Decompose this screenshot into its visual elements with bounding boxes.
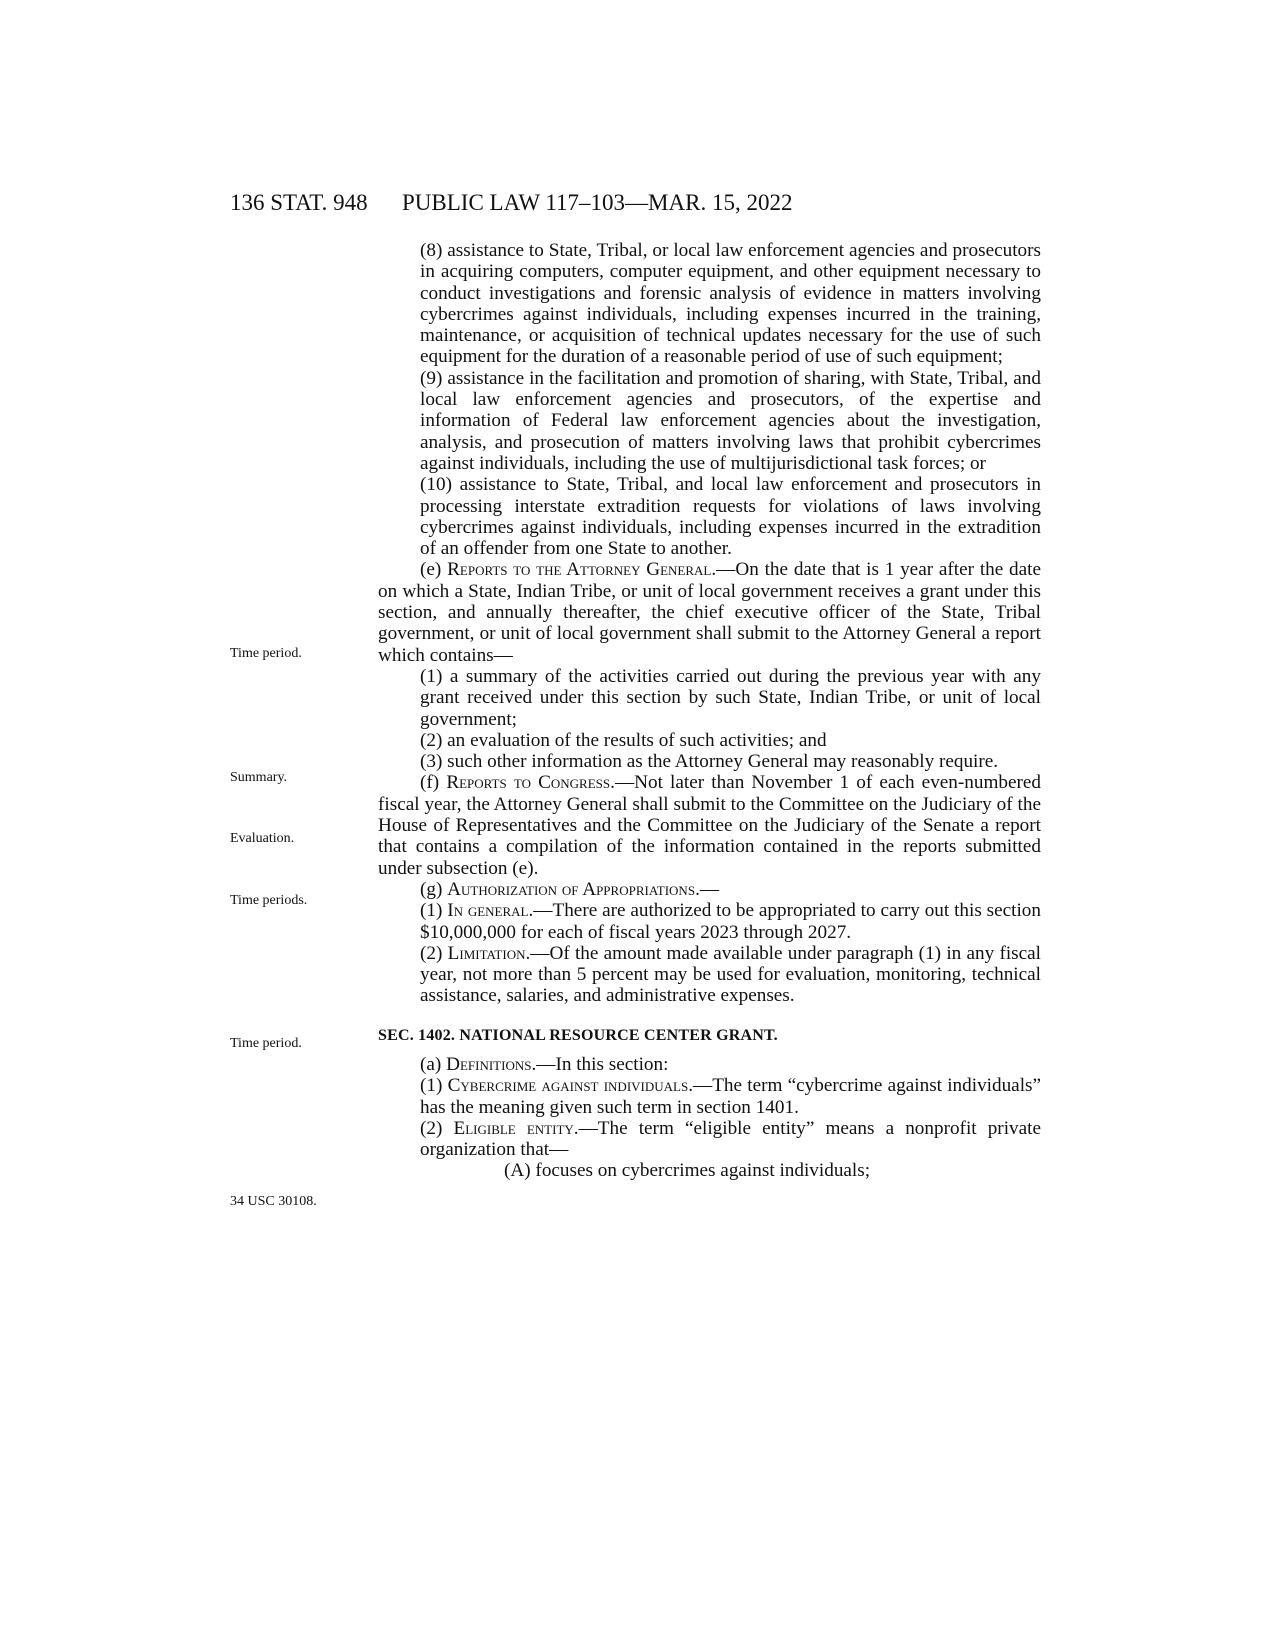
subsection-g-1-label: (1): [420, 900, 448, 922]
subsection-a-1: [378, 1075, 1041, 1118]
subsection-g-2: [378, 943, 1041, 1007]
margin-note-time-period: Time period.: [230, 646, 302, 661]
paragraph-10: (10) assistance to State, Tribal, and local law enforcement and prosecutors in processing interstate extradition requests for violations of laws involving cybercrimes against individuals, including expenses incurred in the extradition of an offender from one State to another.: [420, 474, 1041, 560]
subsection-f-text: .—Not later than November 1 of each even-numbered fiscal year, the Attorney General shall submit to the Committee on the Judiciary of the House of Representatives and the Committee on the Judiciary of the Senate a report that contains a compilation of the information contained in the reports submitted under subsection (e).: [378, 772, 1042, 879]
subsection-g-text: .—: [695, 878, 720, 900]
subsection-a-label: (a): [420, 1053, 447, 1075]
subsection-f-label: (f): [420, 772, 447, 794]
body-text: [378, 240, 1041, 1182]
subsection-e-text: .—On the date that is 1 year after the date on which a State, Indian Tribe, or unit of local government receives a grant under this section, and annually thereafter, the chief executive officer of the State, Tribal government, or unit of local government shall submit to the Attorney General a report which contains—: [378, 559, 1042, 666]
subsection-g: [378, 879, 1041, 900]
subsection-g-2-text: .—Of the amount made available under paragraph (1) in any fiscal year, not more than 5 percent may be used for evaluation, monitoring, technical assistance, salaries, and administrative expenses.: [420, 942, 1042, 1007]
running-header: PUBLIC LAW 117–103—MAR. 15, 2022: [402, 190, 793, 215]
subsection-g-1-text: .—There are authorized to be appropriated to carry out this section $10,000,000 for each of fiscal years 2023 through 2027.: [420, 900, 1041, 943]
paragraph-8: (8) assistance to State, Tribal, or local law enforcement agencies and prosecutors in acquiring computers, computer equipment, and other equipment necessary to conduct investigations and forensic analysis of evidence in matters involving cybercrimes against individuals, including expenses incurred in the training, maintenance, or acquisition of technical updates necessary for the use of such equipment for the duration of a reasonable period of use of such equipment;: [420, 240, 1041, 368]
subsection-e-1: (1) a summary of the activities carried out during the previous year with any grant received under this section by such State, Indian Tribe, or unit of local government;: [420, 665, 1041, 730]
margin-note-time-periods: Time periods.: [230, 893, 308, 908]
subsection-a-2: [378, 1118, 1041, 1161]
subsection-a-text: .—In this section:: [531, 1053, 669, 1075]
subsection-a-heading: Definitions: [446, 1053, 532, 1075]
subsection-e-2: (2) an evaluation of the results of such activities; and: [420, 729, 827, 751]
page-stat-citation: 136 STAT. 948: [230, 190, 368, 215]
subsection-e-heading: Reports to the Attorney General: [447, 559, 712, 581]
subsection-g-2-heading: Limitation: [447, 942, 526, 964]
margin-note-summary: Summary.: [230, 770, 288, 785]
subsection-a: [378, 1054, 1041, 1075]
subsection-a-1-text: .—The term “cybercrime against individuals” has the meaning given such term in section 1401.: [420, 1075, 1042, 1118]
subsection-a-1-label: (1): [420, 1075, 448, 1097]
subsection-a-2-label: (2): [420, 1117, 454, 1139]
subsection-a-2-text: .—The term “eligible entity” means a nonprofit private organization that—: [420, 1117, 1041, 1161]
margin-note-evaluation: Evaluation.: [230, 831, 295, 846]
subsection-g-label: (g): [420, 878, 448, 900]
subsection-a-2-heading: Eligible entity: [453, 1117, 574, 1139]
subsection-f: [378, 772, 1041, 878]
subsection-g-2-label: (2): [420, 942, 448, 964]
subsection-f-heading: Reports to Congress: [446, 772, 611, 794]
subsection-g-heading: Authorization of Appropriations: [447, 878, 696, 900]
subsection-e-label: (e): [420, 559, 448, 581]
margin-note-time-period-g: Time period.: [230, 1036, 302, 1051]
section-heading: SEC. 1402. NATIONAL RESOURCE CENTER GRANT.: [378, 1026, 778, 1044]
subsection-g-1: [378, 900, 1041, 943]
subsection-e: [378, 559, 1041, 665]
subsection-a-1-heading: Cybercrime against individuals: [447, 1075, 689, 1097]
margin-note-usc: 34 USC 30108.: [230, 1194, 317, 1209]
paragraph-9: (9) assistance in the facilitation and promotion of sharing, with State, Tribal, and local law enforcement agencies and prosecutors, of the expertise and information of Federal law enforcement agencies about the investigation, analysis, and prosecution of matters involving laws that prohibit cybercrimes against individuals, including the use of multijurisdictional task forces; or: [420, 367, 1041, 474]
subsection-g-1-heading: In general: [447, 900, 529, 922]
subsection-a-2-A: (A) focuses on cybercrimes against individuals;: [504, 1160, 871, 1182]
subsection-e-3: (3) such other information as the Attorney General may reasonably require.: [420, 751, 999, 773]
